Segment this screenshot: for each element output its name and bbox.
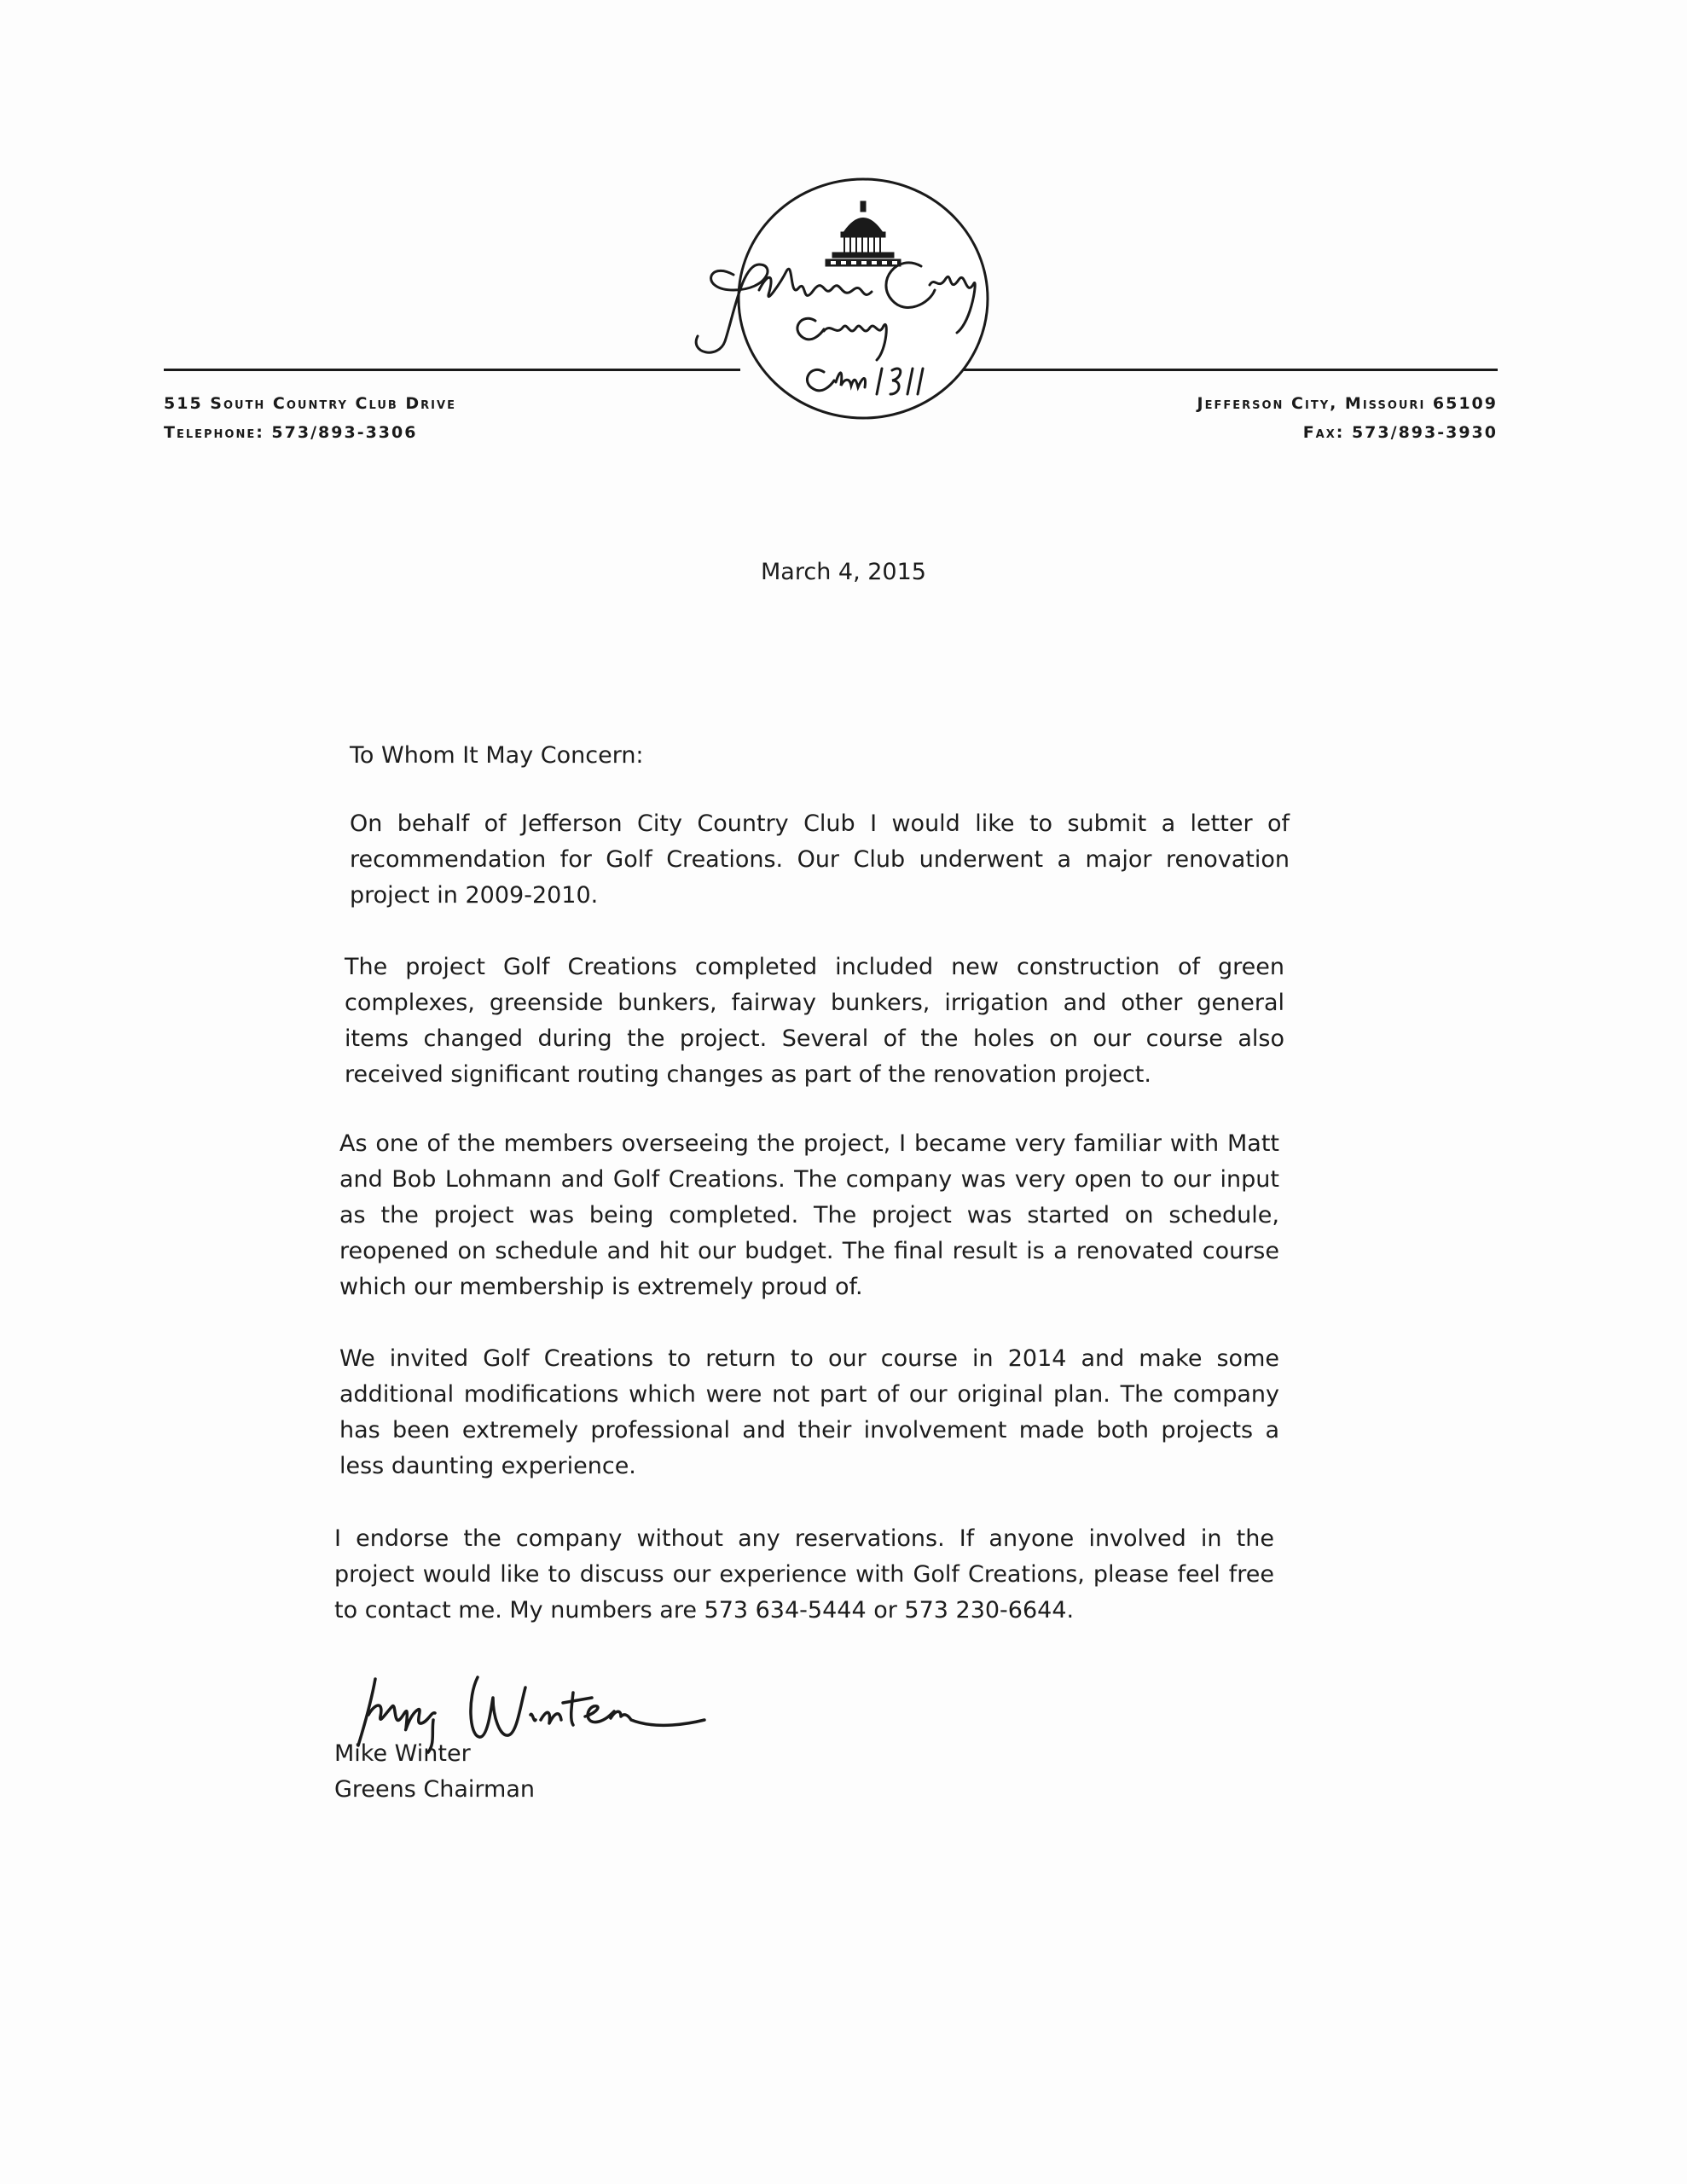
club-city-state-zip: Jefferson City, Missouri 65109 bbox=[1197, 394, 1498, 413]
club-logo bbox=[674, 171, 1032, 444]
signer-name: Mike Winter bbox=[334, 1740, 471, 1767]
letter-paragraph: I endorse the company without any reservations. If anyone involved in the project would like to discuss our experience with Golf Creations, please feel free to contact me. My numbers are 573 634-5444 or 573 230-6644. bbox=[334, 1525, 1274, 1623]
club-telephone: Telephone: 573/893-3306 bbox=[164, 423, 418, 442]
letter-paragraph: We invited Golf Creations to return to our course in 2014 and make some additional modifications which were not part of our original plan. The company has been extremely professional and their involvement made both projects a less daunting experience. bbox=[339, 1345, 1279, 1479]
club-fax: Fax: 573/893-3930 bbox=[1302, 423, 1498, 442]
header-rule-left bbox=[164, 369, 740, 371]
letter-salutation: To Whom It May Concern: bbox=[350, 742, 644, 769]
letter-paragraph: On behalf of Jefferson City Country Club I would like to submit a letter of recommendation for Golf Creations. Our Club underwent a major renovation project in 2009-2010. bbox=[350, 810, 1290, 909]
club-address: 515 South Country Club Drive bbox=[164, 394, 456, 413]
letter-paragraph: The project Golf Creations completed included new construction of green complexes, greenside bunkers, fairway bunkers, irrigation and other general items changed during the project. Several of the holes on our course also received significant routing changes as part of the renovation project. bbox=[345, 954, 1284, 1088]
letter-date: March 4, 2015 bbox=[761, 559, 926, 585]
letter-paragraph: As one of the members overseeing the project, I became very familiar with Matt and Bob Lohmann and Golf Creations. The company was very open to our input as the project was being completed. The project was started on schedule, reopened on schedule and hit our budget. The final result is a renovated course which our membership is extremely proud of. bbox=[339, 1130, 1279, 1300]
signer-title: Greens Chairman bbox=[334, 1776, 536, 1803]
